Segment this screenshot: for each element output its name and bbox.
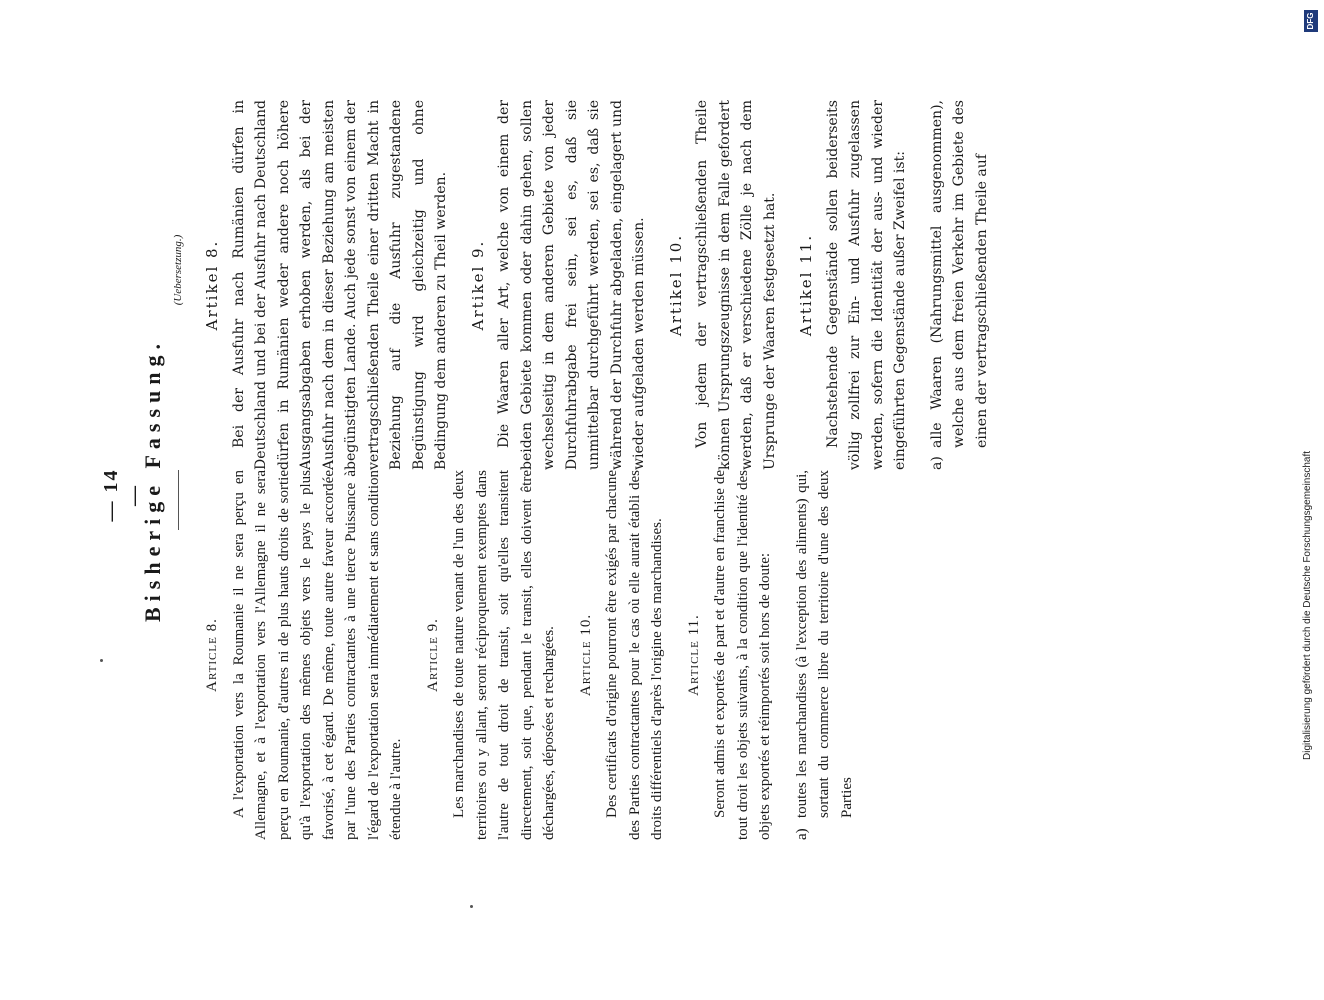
- scan-speck: [470, 905, 473, 908]
- article-heading: Artikel 9.: [468, 239, 487, 331]
- article-heading: Artikel 11.: [797, 233, 815, 337]
- heading-rule: [178, 470, 179, 530]
- subitem-label: a): [793, 828, 810, 840]
- article-heading: Artikel 8.: [203, 239, 221, 331]
- article-heading: Artikel 10.: [666, 233, 685, 337]
- page-heading: Bisherige Fassung.: [140, 337, 165, 623]
- article-paragraph: Die Waaren aller Art, welche von einem der beiden Gebiete kommen oder dahin gehen, sollen wechselseitig in dem anderen Gebiete von jeder Durchfuhrabgabe frei sein, sei es, daß sie unmittelbar durchgeführt werden, sei es, daß sie während der Durchfuhr abgeladen, eingelagert und wieder aufgeladen werden müssen.: [496, 100, 647, 470]
- french-column: [195, 470, 858, 840]
- article-subitem: [791, 470, 859, 840]
- article-heading: Article 10.: [577, 613, 594, 697]
- dfg-logo: DFG: [1304, 10, 1318, 32]
- article-paragraph: Des certificats d'origine pourront être exigés par chacune des Parties contractantes pour le cas où elle aurait établi des droits différentiels d'après l'origine des marchandises.: [604, 470, 665, 840]
- digitization-credit: Digitalisierung gefördert durch die Deutsche Forschungsgemeinschaft: [1302, 450, 1313, 760]
- translation-note: (Uebersetzung.): [172, 234, 184, 306]
- article-subitem: [926, 100, 994, 470]
- article-paragraph: Les marchandises de toute nature venant de l'un des deux territoires ou y allant, seront réciproquement exemptes dans l'autre de tout droit de transit, soit qu'elles transitent directement, soit que, pendant le transit, elles doivent être déchargées, déposées et rechargées.: [451, 470, 557, 840]
- article-paragraph: Von jedem der vertragschließenden Theile können Ursprungszeugnisse in dem Falle gefordert werden, daß er verschiedene Zölle je nach dem Ursprunge der Waaren festgesetzt hat.: [694, 100, 778, 470]
- article-paragraph: Nachstehende Gegenstände sollen beiderseits völlig zollfrei zur Ein- und Ausfuhr zugelassen werden, sofern die Identität der aus- und wieder eingeführten Gegenstände außer Zweifel ist:: [824, 100, 908, 470]
- page-number: — 14 —: [100, 468, 145, 522]
- subitem-label: a): [928, 456, 945, 470]
- article-heading: Article 8.: [204, 618, 220, 692]
- german-column: [195, 100, 993, 470]
- article-heading: Article 11.: [685, 614, 702, 696]
- article-paragraph: Seront admis et exportés de part et d'autre en franchise de tout droit les objets suivants, à la condition que l'identité des objets exportés et réimportés soit hors de doute:: [712, 470, 773, 840]
- scan-speck: [100, 659, 103, 662]
- article-heading: Article 9.: [424, 618, 441, 692]
- article-paragraph: Bei der Ausfuhr nach Rumänien dürfen in Deutschland und bei der Ausfuhr nach Deutschland dürfen in Rumänien weder andere noch höhere Ausgangsabgaben erhoben werden, als bei der Ausfuhr nach dem in dieser Beziehung am meisten begünstigten Lande. Auch jede sonst von einem der vertragschließenden Theile einer dritten Macht in Beziehung auf die Ausfuhr zugestandene Begünstigung wird gleichzeitig und ohne Bedingung dem anderen zu Theil werden.: [230, 100, 449, 470]
- subitem-text: toutes les marchandises (à l'exception des aliments) qui, sortant du commerce libre du territoire d'une des deux Parties: [793, 470, 855, 818]
- article-paragraph: A l'exportation vers la Roumanie il ne sera perçu en Allemagne, et à l'exportation vers l'Allemagne il ne sera perçu en Roumanie, d'autres ni de plus hauts droits de sortie qu'à l'exportation des mêmes objets vers le pays le plus favorisé, à cet égard. De même, toute autre faveur accordée par l'une des Parties contractantes à une tierce Puissance à l'égard de l'exportation sera immédiatement et sans condition étendue à l'autre.: [230, 470, 404, 840]
- subitem-text: alle Waaren (Nahrungsmittel ausgenommen), welche aus dem freien Verkehr im Gebiete des einen der vertragschließenden Theile auf: [928, 100, 990, 448]
